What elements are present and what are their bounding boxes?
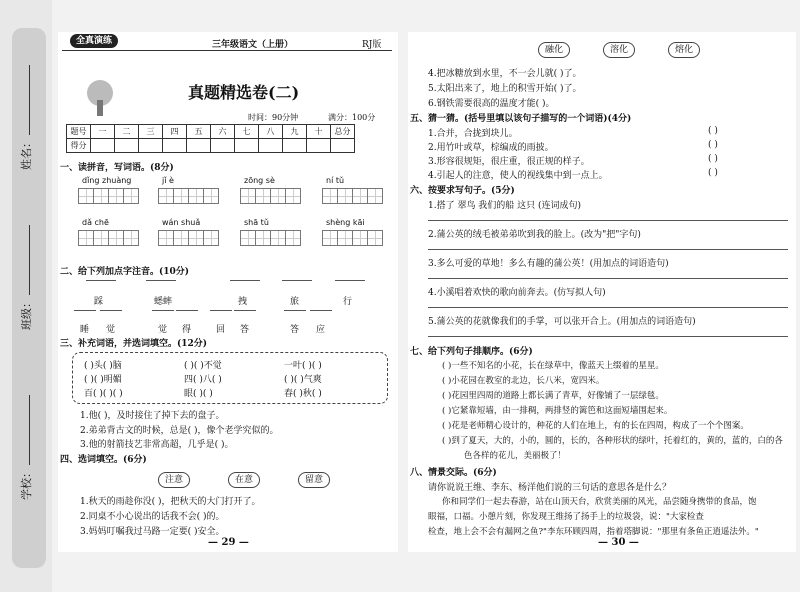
q4-1: 1.秋天的雨趁你没( )，把秋天的大门打开了。 (80, 497, 261, 507)
q6-item: 4.小溪唱着欢快的歌向前奔去。(仿写拟人句) (428, 288, 606, 298)
score-input-cell[interactable] (211, 139, 235, 153)
score-header-cell: 题号 (67, 125, 91, 139)
char-to-annotate: 旅 (290, 297, 300, 307)
section-5-heading: 五、猜一猜。(括号里填以该句子描写的一个词语)(4分) (410, 114, 632, 124)
q6-item: 2.蒲公英的绒毛被弟弟吹到我的脸上。(改为"把"字句) (428, 230, 641, 240)
answer-line[interactable] (152, 310, 174, 311)
writing-grid[interactable] (240, 188, 300, 204)
pinyin-text: dǐng zhuàng (82, 176, 132, 185)
score-header-cell: 八 (259, 125, 283, 139)
tree-illustration-icon (80, 78, 120, 118)
char-to-annotate: 得 (182, 325, 192, 335)
section-7-heading: 七、给下列句子排顺序。(6分) (410, 347, 533, 357)
writing-grid[interactable] (158, 230, 218, 246)
score-header-cell: 七 (235, 125, 259, 139)
idiom-blank[interactable]: ( )( )明媚 (84, 375, 122, 385)
pinyin-text: zōng sè (244, 176, 275, 185)
word-cloud-1: 注意 (158, 472, 190, 488)
char-to-annotate: 踩 (94, 297, 104, 307)
pinyin-text: jǐ è (162, 176, 174, 185)
q8-prompt: 请你说说王维、李东、杨洋他们说的三句话的意思各是什么？ (428, 483, 672, 493)
q8-text-2: 眼福，口福。小憩片刻，你发现王维扬了扬手上的垃圾袋，说："大家检查 (428, 512, 704, 522)
pinyin-text: wán shuǎ (162, 218, 201, 227)
q6-answer-line[interactable] (428, 278, 788, 279)
score-header-cell: 一 (91, 125, 115, 139)
q7-item[interactable]: ( )花是老师精心设计的，种花的人们在地上，有的长在四周，构成了一个个图案。 (442, 421, 749, 431)
q4b-4: 4.把冰糖放到水里，不一会儿就( )了。 (428, 69, 582, 79)
answer-line[interactable] (176, 310, 198, 311)
word-cloud-r2: 溶化 (603, 42, 635, 58)
writing-grid[interactable] (78, 230, 138, 246)
q7-item[interactable]: 色各样的花儿，美丽极了！ (464, 451, 567, 461)
score-input-cell[interactable] (163, 139, 187, 153)
score-input-cell[interactable] (259, 139, 283, 153)
q7-item[interactable]: ( )小花园在教室的北边，长八米，宽四米。 (442, 376, 605, 386)
q7-item[interactable]: ( )花园里四周的道路上都长满了青草，好像铺了一层绿毯。 (442, 391, 664, 401)
score-header-cell: 六 (211, 125, 235, 139)
page-title: 真题精选卷(二) (188, 83, 300, 102)
score-header-cell: 九 (283, 125, 307, 139)
writing-grid[interactable] (322, 188, 382, 204)
class-label: 班级： (20, 297, 33, 330)
q5-item: 3.形容很规矩，很庄重，很正规的样子。 (428, 157, 590, 167)
score-input-cell[interactable] (115, 139, 139, 153)
time-limit: 时间：90分钟 (248, 113, 299, 122)
score-input-cell[interactable] (139, 139, 163, 153)
idiom-blank[interactable]: 眼( )( ) (184, 389, 213, 399)
char-to-annotate: 觉 (106, 325, 116, 335)
q7-item[interactable]: ( )到了夏天，大的，小的，圆的，长的，各种形状的绿叶，托着红的，黄的，蓝的，白的各 (442, 436, 783, 446)
answer-line[interactable] (310, 310, 332, 311)
score-input-cell[interactable] (91, 139, 115, 153)
page-number-left: — 29 — (208, 537, 249, 548)
pinyin-text: ní tǔ (326, 176, 345, 185)
section-8-heading: 八、情景交际。(6分) (410, 468, 497, 478)
char-to-annotate: 应 (316, 325, 326, 335)
q3-2: 2.弟弟背古文的时候，总是( )，像个老学究似的。 (80, 426, 279, 436)
q3-3: 3.他的射箭技艺非常高超，几乎是( )。 (80, 440, 234, 450)
q5-item: 4.引起人的注意，使人的视线集中到一点上。 (428, 171, 608, 181)
section-1-heading: 一、读拼音，写词语。(8分) (60, 163, 174, 173)
binding-sidebar (0, 0, 52, 592)
q6-answer-line[interactable] (428, 336, 788, 337)
q4b-6: 6.钢铁需要很高的温度才能( )。 (428, 99, 555, 109)
answer-line[interactable] (282, 280, 312, 281)
q6-item: 3.多么可爱的草地！多么有趣的蒲公英！(用加点的词语造句) (428, 259, 669, 269)
char-to-annotate: 蟋蟀 (154, 297, 173, 307)
page-number-right: — 30 — (598, 537, 639, 548)
pinyin-text: shā tǔ (244, 218, 269, 227)
section-6-heading: 六、按要求写句子。(5分) (410, 186, 515, 196)
answer-line[interactable] (100, 310, 122, 311)
writing-grid[interactable] (78, 188, 138, 204)
pinyin-text: dǎ chē (82, 218, 109, 227)
answer-line[interactable] (335, 280, 365, 281)
char-to-annotate: 回 (216, 325, 226, 335)
char-to-annotate: 行 (343, 297, 353, 307)
score-input-cell[interactable] (307, 139, 331, 153)
score-header-cell: 五 (187, 125, 211, 139)
idiom-blank[interactable]: 春( )秋( ) (284, 389, 322, 399)
writing-grid[interactable] (322, 230, 382, 246)
word-cloud-3: 留意 (298, 472, 330, 488)
q6-answer-line[interactable] (428, 307, 788, 308)
idiom-blank[interactable]: ( )( )不觉 (184, 361, 222, 371)
q3-1: 1.他( )，及时接住了掉下去的盘子。 (80, 411, 225, 421)
name-label: 姓名： (20, 137, 33, 170)
writing-grid[interactable] (158, 188, 218, 204)
score-label-cell: 得分 (67, 139, 91, 153)
answer-line[interactable] (234, 310, 256, 311)
name-field[interactable] (18, 65, 34, 170)
section-2-heading: 二、给下列加点字注音。(10分) (60, 267, 190, 277)
header-bar (62, 36, 392, 51)
school-label: 学校： (20, 467, 33, 500)
q6-item: 1.搭了 翠鸟 我们的船 这只 (连词成句) (428, 201, 582, 211)
answer-line[interactable] (74, 310, 96, 311)
answer-line[interactable] (210, 310, 232, 311)
q5-answer-blank[interactable]: ( ) (708, 140, 718, 150)
school-field[interactable] (18, 395, 34, 500)
score-input-cell[interactable] (187, 139, 211, 153)
word-cloud-r3: 熔化 (668, 42, 700, 58)
idiom-blank[interactable]: 一叶( )( ) (284, 361, 322, 371)
idiom-blank[interactable]: ( )( )气爽 (284, 375, 322, 385)
char-to-annotate: 睡 (80, 325, 90, 335)
section-4-heading: 四、选词填空。(6分) (60, 455, 147, 465)
q8-text-1: 你和同学们一起去春游，站在山顶天台，欣赏美丽的风光，品尝随身携带的食品，饱 (442, 497, 757, 507)
char-to-annotate: 拽 (238, 297, 248, 307)
idiom-blank[interactable]: ( )头( )脑 (84, 361, 122, 371)
score-table (66, 124, 355, 153)
q5-answer-blank[interactable]: ( ) (708, 168, 718, 178)
char-to-annotate: 答 (290, 325, 300, 335)
writing-grid[interactable] (240, 230, 300, 246)
header-title: 三年级语文（上册） (212, 40, 294, 50)
q6-item: 5.蒲公英的花就像我们的手掌，可以张开合上。(用加点的词语造句) (428, 317, 696, 327)
score-input-cell[interactable] (331, 139, 355, 153)
page-left (58, 32, 398, 552)
q6-answer-line[interactable] (428, 249, 788, 250)
q6-answer-line[interactable] (428, 220, 788, 221)
q5-answer-blank[interactable]: ( ) (708, 126, 718, 136)
q4-2: 2.同桌不小心说出的话我不会( )的。 (80, 512, 225, 522)
q5-answer-blank[interactable]: ( ) (708, 154, 718, 164)
idiom-blank[interactable]: 四( )八( ) (184, 375, 222, 385)
header-badge: 全真演练 (70, 34, 118, 48)
score-input-cell[interactable] (235, 139, 259, 153)
class-field[interactable] (18, 225, 34, 330)
section-3-heading: 三、补充词语，并选词填空。(12分) (60, 339, 208, 349)
page-right (408, 32, 796, 552)
score-header-cell: 四 (163, 125, 187, 139)
char-to-annotate: 答 (240, 325, 250, 335)
score-header-cell: 二 (115, 125, 139, 139)
q5-item: 1.合并，合拢到块儿。 (428, 129, 518, 139)
score-header-cell: 十 (307, 125, 331, 139)
answer-line[interactable] (146, 280, 176, 281)
q4b-5: 5.太阳出来了，地上的积雪开始( )了。 (428, 84, 582, 94)
score-input-cell[interactable] (283, 139, 307, 153)
header-edition: RJ版 (362, 40, 382, 50)
q8-text-3: 检查，地上会不会有漏网之鱼?"李东环顾四周，指着塔脚说："那里有条鱼正逍遥法外。" (428, 527, 759, 537)
q7-item[interactable]: ( )一些不知名的小花，长在绿草中，像蓝天上缀着的星星。 (442, 361, 664, 371)
answer-line[interactable] (230, 280, 260, 281)
char-to-annotate: 觉 (158, 325, 168, 335)
q5-item: 2.用竹叶或草，棕编成的雨披。 (428, 143, 554, 153)
q7-item[interactable]: ( )它紧靠短墙，由一排稠，两排竖的篱笆和这面短墙围起来。 (442, 406, 673, 416)
full-score: 满分：100分 (328, 113, 376, 122)
score-header-cell: 三 (139, 125, 163, 139)
score-header-cell: 总分 (331, 125, 355, 139)
pinyin-text: shèng kāi (326, 218, 365, 227)
word-cloud-2: 在意 (228, 472, 260, 488)
answer-line[interactable] (284, 310, 306, 311)
idiom-blank[interactable]: 百( )( )( ) (84, 389, 123, 399)
q4-3: 3.妈妈叮嘱我过马路一定要( )安全。 (80, 527, 225, 537)
answer-line[interactable] (86, 280, 116, 281)
word-cloud-r1: 融化 (538, 42, 570, 58)
